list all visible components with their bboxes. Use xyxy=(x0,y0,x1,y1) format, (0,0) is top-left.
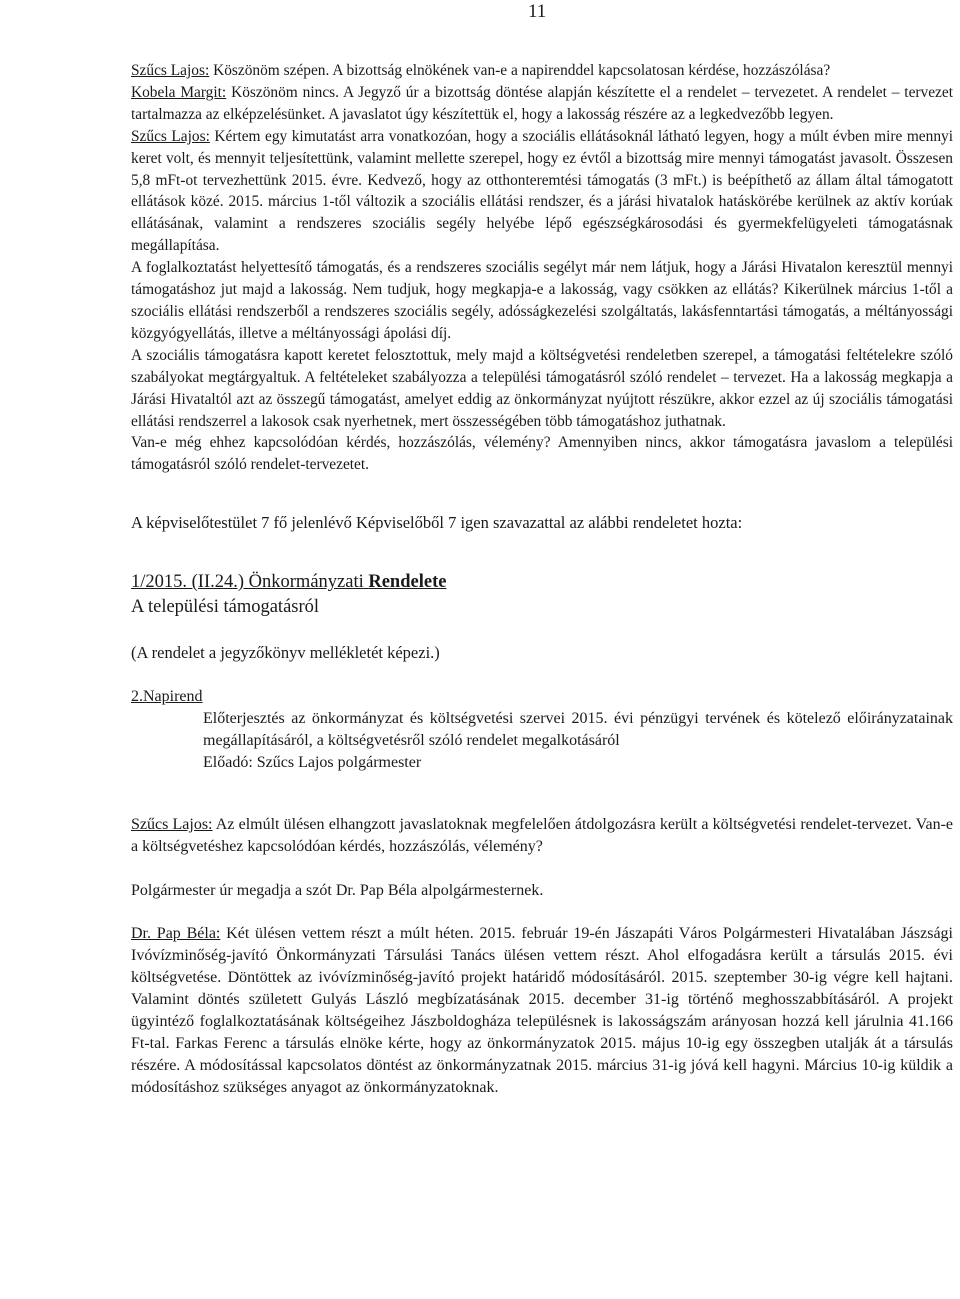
paragraph-text: Kértem egy kimutatást arra vonatkozóan, hogy a szociális ellátásoknál látható legyen, hogy a múlt évben mire mennyi keret volt, és mennyit teljesítettünk, valamint mellette szerepel, hogy ez évtől a bizottság mire mennyi támogatást javasolt. Összesen 5,8 mFt-ot tervezhettünk 2015. évre. Kedvező, hogy az otthonteremtési támogatás (3 mFt.) is beépíthető az állam által támogatott ellátások közé. 2015. március 1-től változik a szociális ellátási rendszer, és a járási hivatalok hatáskörébe kerülnek az aktív korúak ellátásának, valamint a rendszeres szociális segély helyébe lépő egészségkárosodási és gyermekfelügyeleti támogatásnak megállapítása. xyxy=(131,127,953,255)
speaker-name: Szűcs Lajos: xyxy=(131,815,213,833)
speaker-name: Szűcs Lajos: xyxy=(131,127,210,145)
paragraph-kobela xyxy=(131,82,953,126)
paragraph-text: Köszönöm szépen. A bizottság elnökének van-e a napirenddel kapcsolatosan kérdése, hozzászólása? xyxy=(209,62,831,79)
speaker-name: Szűcs Lajos: xyxy=(131,62,210,79)
paragraph-text: Két ülésen vettem részt a múlt héten. 2015. február 19-én Jászapáti Város Polgármesteri Hivatalában Jászsági Ivóvízminőség-javító Önkormányzati Társulási Tanács ülésen vettem részt. Ahol elfogadásra került a társulás 2015. évi költségvetése. Döntöttek az ivóvízminőség-javító projekt határidő módosításáról. 2015. szeptember 30-ig végre kell hajtani. Valamint döntés született Gulyás László megbízatásának 2015. december 31-ig történő meghosszabbításáról. A projekt ügyintéző foglalkoztatásának költségeihez Jászboldogháza településnek is lakosságszám arányosan hozzá kell járulnia 41.166 Ft-tal. Farkas Ferenc a társulás elnöke kérte, hogy az önkormányzatok 2015. május 10-ig egy összegben utalják át a társulás részére. A módosítással kapcsolatos döntést az önkormányzatnak 2015. március 31-ig jóvá kell hagyni. Március 10-ig küldik a módosításhoz szükséges anyagot az önkormányzatoknak. xyxy=(131,925,953,1096)
agenda-text: Előterjesztés az önkormányzat és költségvetési szervei 2015. évi pénzügyi tervének és kötelező előirányzatainak megállapításáról, a költségvetésről szóló rendelet megalkotásáról xyxy=(203,710,953,749)
paragraph-question: Van-e még ehhez kapcsolódóan kérdés, hozzászólás, vélemény? Amennyiben nincs, akkor támogatásra javaslom a települési támogatásról szóló rendelet-tervezetet. xyxy=(131,434,953,474)
vote-result: A képviselőtestület 7 fő jelenlévő Képviselőből 7 igen szavazattal az alábbi rendeletet hozta: xyxy=(131,513,743,533)
speaker-name: Kobela Margit: xyxy=(131,83,227,101)
decree-note: (A rendelet a jegyzőkönyv mellékletét képezi.) xyxy=(131,643,440,663)
paragraph-budget-allocation: A szociális támogatásra kapott keretet felosztottuk, mely majd a költségvetési rendeletben szerepel, a támogatási feltételekre szóló szabályokat megtárgyaltuk. A feltételeket szabályozza a települési támogatásról szóló rendelet – tervezet. Ha a lakosság megkapja a Járási Hivataltól azt az összegű támogatást, amelyet eddig az önkormányzat nyújtott részükre, akkor ezzel az új szociális támogatási ellátási rendszerrel a lakosok csak nyerhetnek, mert összességében több támogatáshoz juthatnak. xyxy=(131,346,953,430)
agenda-presenter: Előadó: Szűcs Lajos polgármester xyxy=(203,753,422,771)
paragraph-floor-given: Polgármester úr megadja a szót Dr. Pap Béla alpolgármesternek. xyxy=(131,881,544,899)
decree-number: 1/2015. (II.24.) Önkormányzati xyxy=(131,572,364,593)
document-body xyxy=(131,60,953,1099)
decree-subtitle: A települési támogatásról xyxy=(131,597,320,618)
paragraph-support-changes: A foglalkoztatást helyettesítő támogatás, és a rendszeres szociális segélyt már nem látjuk, hogy a Járási Hivatalon keresztül mennyi támogatáshoz jut majd a lakosság. Nem tudjuk, hogy megkapja-e a lakosság, vagy csökken az ellátás? Kikerülnek március 1-től a szociális ellátási rendszerből a rendszeres szociális segély, adósságkezelési szolgáltatás, lakásfenntartási támogatás, a méltányossági közgyógyellátás, illetve a méltányossági ápolási díj. xyxy=(131,259,953,342)
speaker-name: Dr. Pap Béla: xyxy=(131,925,221,943)
paragraph-szucs-3 xyxy=(131,814,953,858)
paragraph-szucs-2 xyxy=(131,126,953,257)
paragraph-pap-bela xyxy=(131,923,953,1098)
agenda-heading: 2.Napirend xyxy=(131,688,203,706)
page-number: 11 xyxy=(528,1,547,22)
decree-label: Rendelete xyxy=(368,572,447,593)
paragraph-text: Az elmúlt ülésen elhangzott javaslatoknak megfelelően átdolgozásra került a költségvetési rendelet-tervezet. Van-e a költségvetéshez kapcsolódóan kérdés, hozzászólás, vélemény? xyxy=(131,815,953,855)
paragraph-szucs-1 xyxy=(131,60,953,82)
decree-title xyxy=(131,570,953,594)
paragraph-text: Köszönöm nincs. A Jegyző úr a bizottság döntése alapján készítette el a rendelet – tervezetet. A rendelet – tervezet tartalmazza az elképzelésünket. A javaslatot úgy készítettük el, hogy a lakosság részére az a legkedvezőbb legyen. xyxy=(131,83,953,123)
